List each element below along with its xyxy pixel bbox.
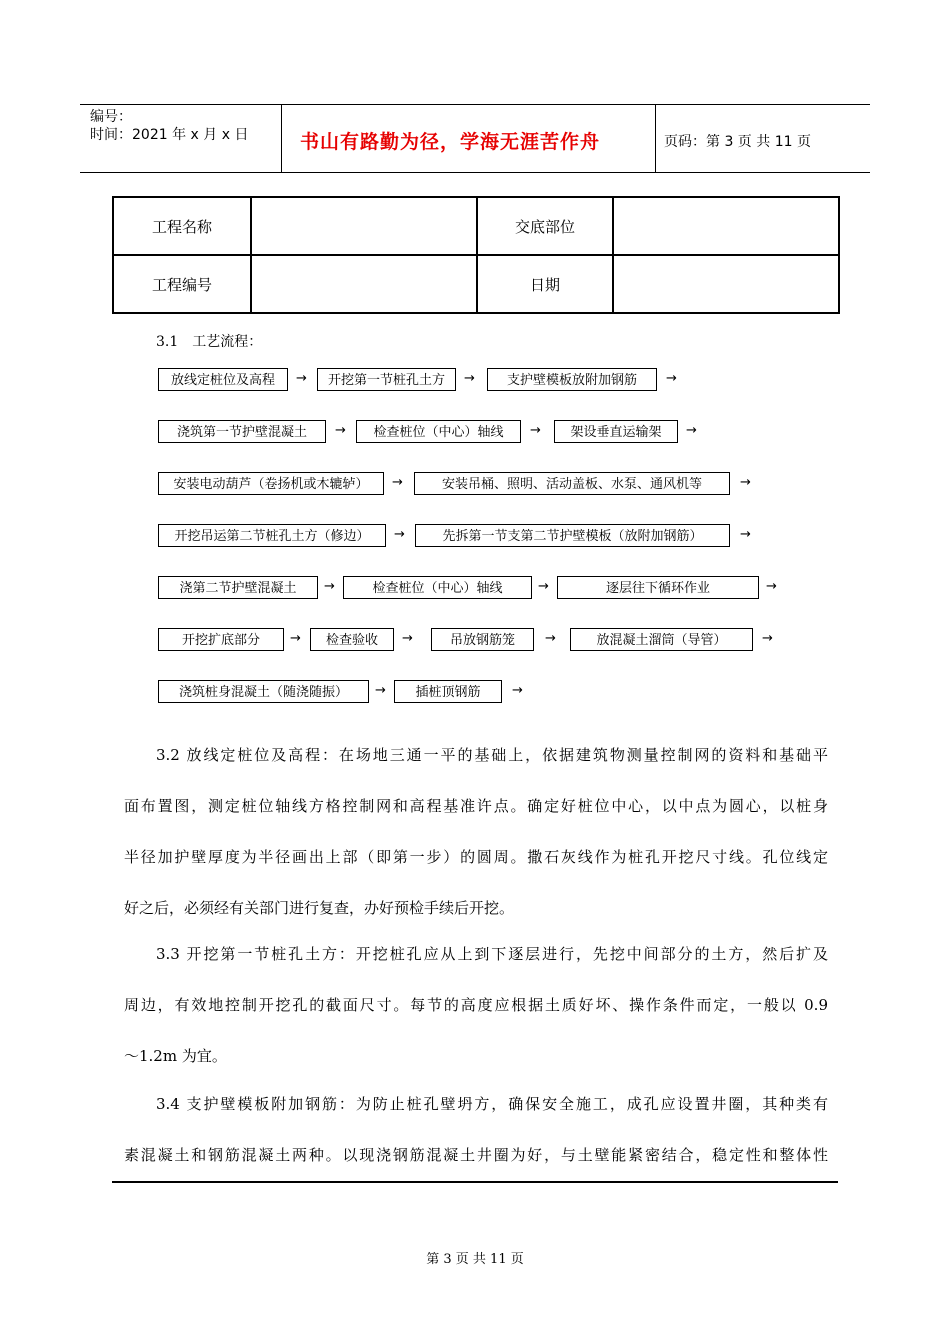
paragraph-line: 3.4 支护壁模板附加钢筋：为防止桩孔壁坍方，确保安全施工，成孔应设置井圈，其种类有 bbox=[156, 1095, 828, 1113]
flow-step: 开挖吊运第二节桩孔土方（修边） bbox=[158, 524, 386, 547]
motto: 书山有路勤为径，学海无涯苦作舟 bbox=[300, 131, 601, 153]
paragraph-line: 3.2 放线定桩位及高程：在场地三通一平的基础上，依据建筑物测量控制网的资料和基础平 bbox=[156, 746, 828, 764]
paragraph-line: 面布置图，测定桩位轴线方格控制网和高程基准许点。确定好桩位中心，以中点为圆心，以桩身 bbox=[124, 797, 828, 815]
header-bottom-rule bbox=[80, 172, 870, 173]
flow-arrow: → bbox=[740, 527, 751, 542]
flow-arrow: → bbox=[290, 631, 301, 646]
project-name-value bbox=[251, 197, 477, 255]
paragraph-line: 半径加护壁厚度为半径画出上部（即第一步）的圆周。撒石灰线作为桩孔开挖尺寸线。孔位线定 bbox=[124, 848, 828, 866]
project-info-table bbox=[112, 196, 840, 314]
flow-arrow: → bbox=[375, 683, 386, 698]
flow-arrow: → bbox=[766, 579, 777, 594]
flow-step: 开挖扩底部分 bbox=[158, 628, 284, 651]
section-title: 3.1 工艺流程： bbox=[156, 334, 263, 350]
header-divider bbox=[281, 104, 282, 172]
flow-step: 检查验收 bbox=[310, 628, 394, 651]
paragraph-3-4 bbox=[124, 1091, 828, 1193]
paragraph-3-3 bbox=[124, 941, 828, 1094]
flow-step: 检查桩位（中心）轴线 bbox=[356, 420, 521, 443]
paragraph-line: 好之后，必须经有关部门进行复查，办好预检手续后开挖。 bbox=[124, 899, 515, 917]
flow-step: 安装吊桶、照明、活动盖板、水泵、通风机等 bbox=[414, 472, 730, 495]
paragraph-line: 3.3 开挖第一节桩孔土方：开挖桩孔应从上到下逐层进行，先挖中间部分的土方，然后扩及 bbox=[156, 945, 828, 963]
date-label: 日期 bbox=[477, 255, 613, 313]
paragraph-3-2 bbox=[124, 742, 828, 946]
flow-step: 先拆第一节支第二节护壁模板（放附加钢筋） bbox=[415, 524, 730, 547]
flow-step: 放混凝土溜筒（导管） bbox=[570, 628, 753, 651]
flow-arrow: → bbox=[686, 423, 697, 438]
flow-step: 浇第二节护壁混凝土 bbox=[158, 576, 318, 599]
flow-step: 支护壁模板放附加钢筋 bbox=[487, 368, 657, 391]
flow-step: 逐层往下循环作业 bbox=[557, 576, 759, 599]
page-footer: 第 3 页 共 11 页 bbox=[426, 1252, 524, 1267]
flow-arrow: → bbox=[392, 475, 403, 490]
header-top-rule bbox=[80, 104, 870, 105]
paragraph-line: 周边，有效地控制开挖孔的截面尺寸。每节的高度应根据土质好坏、操作条件而定，一般以 0.9 bbox=[124, 996, 828, 1014]
flow-step: 浇筑第一节护壁混凝土 bbox=[158, 420, 326, 443]
flow-arrow: → bbox=[512, 683, 523, 698]
footer-rule bbox=[112, 1181, 838, 1183]
flow-step: 开挖第一节桩孔土方 bbox=[317, 368, 456, 391]
flow-arrow: → bbox=[530, 423, 541, 438]
flow-step: 安装电动葫芦（卷扬机或木辘轳） bbox=[158, 472, 384, 495]
date-value bbox=[613, 255, 839, 313]
flow-step: 放线定桩位及高程 bbox=[158, 368, 288, 391]
project-no-value bbox=[251, 255, 477, 313]
flow-arrow: → bbox=[402, 631, 413, 646]
flow-arrow: → bbox=[464, 371, 475, 386]
paragraph-line: 素混凝土和钢筋混凝土两种。以现浇钢筋混凝土井圈为好，与土壁能紧密结合，稳定性和整体性 bbox=[124, 1146, 828, 1164]
part-label: 交底部位 bbox=[477, 197, 613, 255]
project-name-label: 工程名称 bbox=[113, 197, 251, 255]
flow-arrow: → bbox=[666, 371, 677, 386]
paragraph-line: ～1.2m 为宜。 bbox=[124, 1047, 227, 1065]
flow-step: 吊放钢筋笼 bbox=[431, 628, 534, 651]
flow-arrow: → bbox=[740, 475, 751, 490]
flow-arrow: → bbox=[394, 527, 405, 542]
flow-step: 插桩顶钢筋 bbox=[394, 680, 502, 703]
flow-arrow: → bbox=[335, 423, 346, 438]
flow-step: 检查桩位（中心）轴线 bbox=[343, 576, 532, 599]
flow-step: 架设垂直运输架 bbox=[554, 420, 678, 443]
flow-arrow: → bbox=[296, 371, 307, 386]
flow-arrow: → bbox=[538, 579, 549, 594]
flow-arrow: → bbox=[545, 631, 556, 646]
document-time: 时间：2021 年 x 月 x 日 bbox=[90, 127, 249, 143]
flow-step: 浇筑桩身混凝土（随浇随振） bbox=[158, 680, 369, 703]
project-no-label: 工程编号 bbox=[113, 255, 251, 313]
part-value bbox=[613, 197, 839, 255]
document-number: 编号： bbox=[90, 109, 132, 125]
flow-arrow: → bbox=[324, 579, 335, 594]
header-divider bbox=[655, 104, 656, 172]
page-info: 页码：第 3 页 共 11 页 bbox=[664, 134, 811, 150]
flow-arrow: → bbox=[762, 631, 773, 646]
